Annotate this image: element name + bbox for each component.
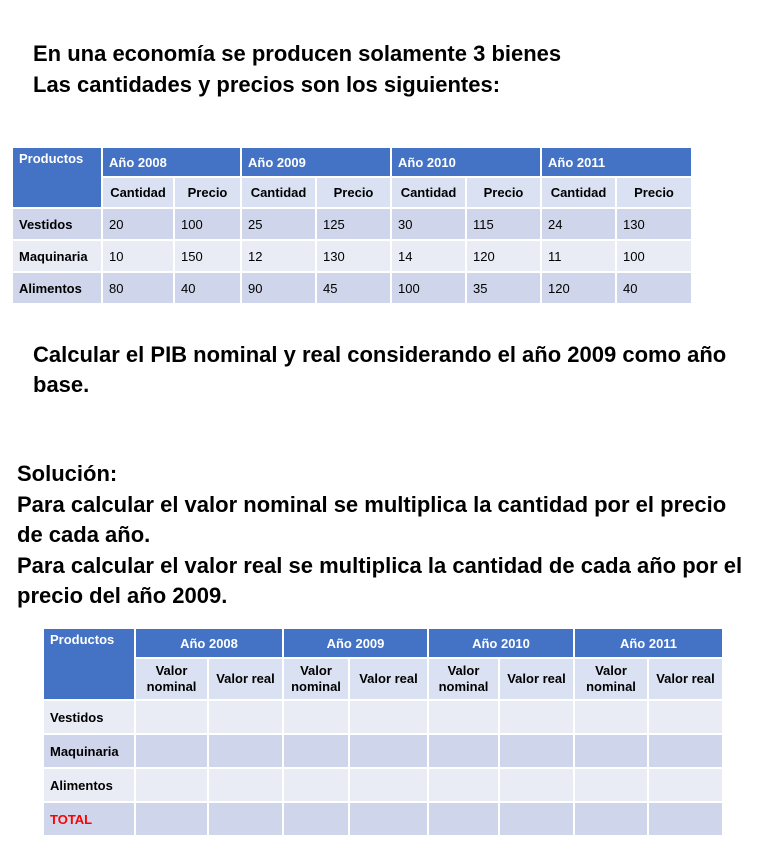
- price-header: Precio: [616, 177, 692, 208]
- year-header: Año 2008: [102, 147, 241, 177]
- empty-cell: [208, 768, 283, 802]
- year-header: Año 2010: [391, 147, 541, 177]
- heading-line-1: En una economía se producen solamente 3 bienes: [33, 41, 562, 66]
- empty-cell: [208, 734, 283, 768]
- product-name: Maquinaria: [12, 240, 102, 272]
- empty-cell: [135, 802, 208, 836]
- empty-cell: [648, 734, 723, 768]
- empty-cell: [135, 734, 208, 768]
- empty-cell: [283, 802, 349, 836]
- price-header: Precio: [466, 177, 541, 208]
- table-subheader-row: [12, 177, 692, 208]
- empty-cell: [428, 802, 499, 836]
- empty-cell: [574, 734, 648, 768]
- table-row: [12, 208, 692, 240]
- solution-block: [17, 459, 752, 612]
- table-cell: 11: [541, 240, 616, 272]
- nominal-value-header: Valor nominal: [574, 658, 648, 700]
- table-cell: 24: [541, 208, 616, 240]
- table-cell: 120: [541, 272, 616, 304]
- empty-cell: [648, 802, 723, 836]
- table-cell: 35: [466, 272, 541, 304]
- table-cell: 30: [391, 208, 466, 240]
- table-row: [43, 734, 723, 768]
- empty-cell: [648, 700, 723, 734]
- table-cell: 20: [102, 208, 174, 240]
- table-cell: 100: [174, 208, 241, 240]
- empty-cell: [428, 700, 499, 734]
- table-cell: 130: [316, 240, 391, 272]
- empty-cell: [428, 768, 499, 802]
- table-row: [12, 272, 692, 304]
- empty-cell: [283, 734, 349, 768]
- quantity-header: Cantidad: [241, 177, 316, 208]
- quantity-header: Cantidad: [102, 177, 174, 208]
- table-cell: 100: [616, 240, 692, 272]
- quantity-header: Cantidad: [541, 177, 616, 208]
- empty-cell: [648, 768, 723, 802]
- table-header-row: [43, 628, 723, 658]
- product-name: Vestidos: [12, 208, 102, 240]
- empty-cell: [283, 768, 349, 802]
- year-header: Año 2009: [241, 147, 391, 177]
- empty-cell: [574, 768, 648, 802]
- year-header: Año 2010: [428, 628, 574, 658]
- empty-cell: [428, 734, 499, 768]
- year-header: Año 2009: [283, 628, 428, 658]
- empty-cell: [135, 700, 208, 734]
- gdp-results-table: [42, 627, 724, 837]
- empty-cell: [208, 700, 283, 734]
- year-header: Año 2011: [541, 147, 692, 177]
- real-value-header: Valor real: [648, 658, 723, 700]
- solution-real-text: Para calcular el valor real se multiplica la cantidad de cada año por el precio del año 2009.: [17, 552, 743, 608]
- empty-cell: [499, 768, 574, 802]
- year-header: Año 2011: [574, 628, 723, 658]
- table-cell: 150: [174, 240, 241, 272]
- quantity-header: Cantidad: [391, 177, 466, 208]
- empty-cell: [349, 700, 428, 734]
- table-subheader-row: [43, 658, 723, 700]
- solution-title: Solución:: [17, 461, 118, 486]
- table-cell: 10: [102, 240, 174, 272]
- total-row: [43, 802, 723, 836]
- table-row: [43, 700, 723, 734]
- total-label: TOTAL: [43, 802, 135, 836]
- year-header: Año 2008: [135, 628, 283, 658]
- real-value-header: Valor real: [499, 658, 574, 700]
- product-name: Vestidos: [43, 700, 135, 734]
- heading: [33, 38, 561, 100]
- table-header-row: [12, 147, 692, 177]
- question-text: Calcular el PIB nominal y real considerando el año 2009 como año base.: [33, 342, 727, 397]
- table-cell: 100: [391, 272, 466, 304]
- empty-cell: [574, 802, 648, 836]
- products-header: Productos: [12, 147, 102, 208]
- table-cell: 12: [241, 240, 316, 272]
- price-header: Precio: [174, 177, 241, 208]
- table-cell: 40: [174, 272, 241, 304]
- empty-cell: [208, 802, 283, 836]
- empty-cell: [349, 734, 428, 768]
- empty-cell: [349, 768, 428, 802]
- table-cell: 80: [102, 272, 174, 304]
- table-cell: 40: [616, 272, 692, 304]
- product-name: Maquinaria: [43, 734, 135, 768]
- nominal-value-header: Valor nominal: [428, 658, 499, 700]
- table-cell: 25: [241, 208, 316, 240]
- real-value-header: Valor real: [208, 658, 283, 700]
- product-name: Alimentos: [12, 272, 102, 304]
- product-name: Alimentos: [43, 768, 135, 802]
- empty-cell: [283, 700, 349, 734]
- quantities-prices-table: [11, 146, 693, 305]
- empty-cell: [499, 734, 574, 768]
- table-cell: 125: [316, 208, 391, 240]
- empty-cell: [349, 802, 428, 836]
- empty-cell: [135, 768, 208, 802]
- table-cell: 45: [316, 272, 391, 304]
- table-cell: 115: [466, 208, 541, 240]
- empty-cell: [574, 700, 648, 734]
- table-cell: 90: [241, 272, 316, 304]
- table-row: [43, 768, 723, 802]
- solution-nominal-text: Para calcular el valor nominal se multiplica la cantidad por el precio de cada año.: [17, 491, 727, 547]
- real-value-header: Valor real: [349, 658, 428, 700]
- products-header: Productos: [43, 628, 135, 700]
- nominal-value-header: Valor nominal: [135, 658, 208, 700]
- table-cell: 130: [616, 208, 692, 240]
- heading-line-2: Las cantidades y precios son los siguientes:: [33, 72, 501, 97]
- table-row: [12, 240, 692, 272]
- table-cell: 120: [466, 240, 541, 272]
- empty-cell: [499, 700, 574, 734]
- empty-cell: [499, 802, 574, 836]
- nominal-value-header: Valor nominal: [283, 658, 349, 700]
- price-header: Precio: [316, 177, 391, 208]
- table-cell: 14: [391, 240, 466, 272]
